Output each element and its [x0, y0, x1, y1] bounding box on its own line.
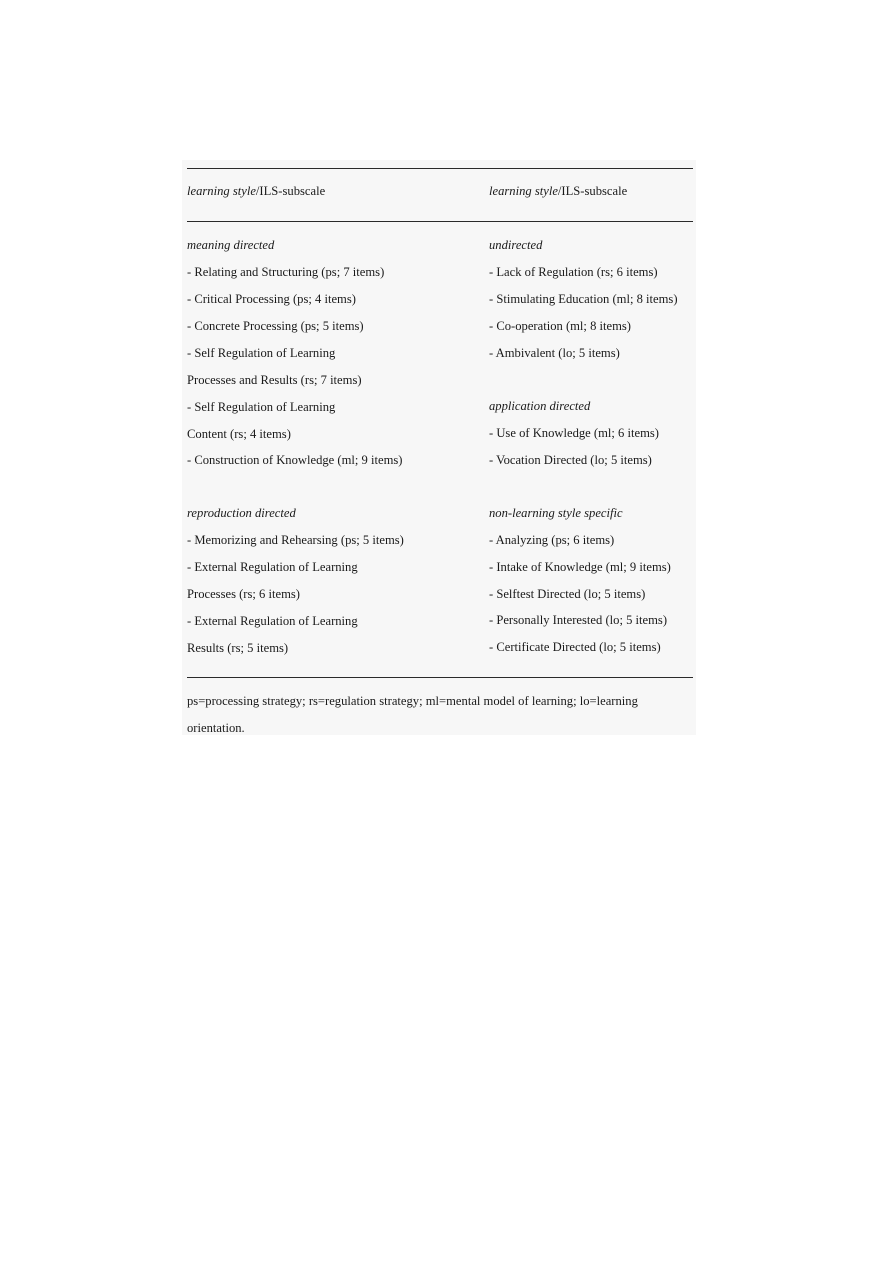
list-item: - Relating and Structuring (ps; 7 items) — [187, 265, 385, 279]
list-item: - Vocation Directed (lo; 5 items) — [489, 453, 652, 467]
list-item: - Concrete Processing (ps; 5 items) — [187, 319, 364, 333]
list-item: Results (rs; 5 items) — [187, 641, 289, 655]
header-left-italic: learning style — [187, 184, 256, 198]
header-left — [187, 183, 325, 199]
list-item: - Analyzing (ps; 6 items) — [489, 533, 615, 547]
header-right — [489, 183, 627, 199]
list-item: - Self Regulation of Learning — [187, 346, 336, 360]
list-item: - Use of Knowledge (ml; 6 items) — [489, 426, 659, 440]
footnote-line-2: orientation. — [187, 721, 245, 735]
list-item: - Co-operation (ml; 8 items) — [489, 319, 631, 333]
list-item: - Memorizing and Rehearsing (ps; 5 items) — [187, 533, 404, 547]
list-item: - Self Regulation of Learning — [187, 400, 336, 414]
list-item: - Intake of Knowledge (ml; 9 items) — [489, 560, 671, 574]
list-item: - Ambivalent (lo; 5 items) — [489, 346, 620, 360]
table-top-rule — [187, 168, 693, 169]
table-header-rule — [187, 221, 693, 222]
group-title-non-learning-style-specific: non-learning style specific — [489, 506, 623, 520]
list-item: Processes and Results (rs; 7 items) — [187, 373, 362, 387]
table-bottom-rule — [187, 677, 693, 678]
list-item: Processes (rs; 6 items) — [187, 587, 300, 601]
header-right-italic: learning style — [489, 184, 558, 198]
list-item: - Selftest Directed (lo; 5 items) — [489, 587, 646, 601]
list-item: - External Regulation of Learning — [187, 614, 358, 628]
header-right-rest: /ILS-subscale — [557, 184, 628, 198]
group-title-reproduction-directed: reproduction directed — [187, 506, 296, 520]
group-title-undirected: undirected — [489, 238, 543, 252]
list-item: - External Regulation of Learning — [187, 560, 358, 574]
list-item: - Critical Processing (ps; 4 items) — [187, 292, 356, 306]
list-item: - Personally Interested (lo; 5 items) — [489, 613, 668, 627]
group-title-application-directed: application directed — [489, 399, 591, 413]
group-title-meaning-directed: meaning directed — [187, 238, 275, 252]
footnote-line-1: ps=processing strategy; rs=regulation strategy; ml=mental model of learning; lo=learning — [187, 694, 638, 708]
list-item: - Construction of Knowledge (ml; 9 items) — [187, 453, 403, 467]
list-item: - Certificate Directed (lo; 5 items) — [489, 640, 661, 654]
header-left-rest: /ILS-subscale — [255, 184, 326, 198]
list-item: Content (rs; 4 items) — [187, 427, 291, 441]
list-item: - Stimulating Education (ml; 8 items) — [489, 292, 678, 306]
list-item: - Lack of Regulation (rs; 6 items) — [489, 265, 658, 279]
